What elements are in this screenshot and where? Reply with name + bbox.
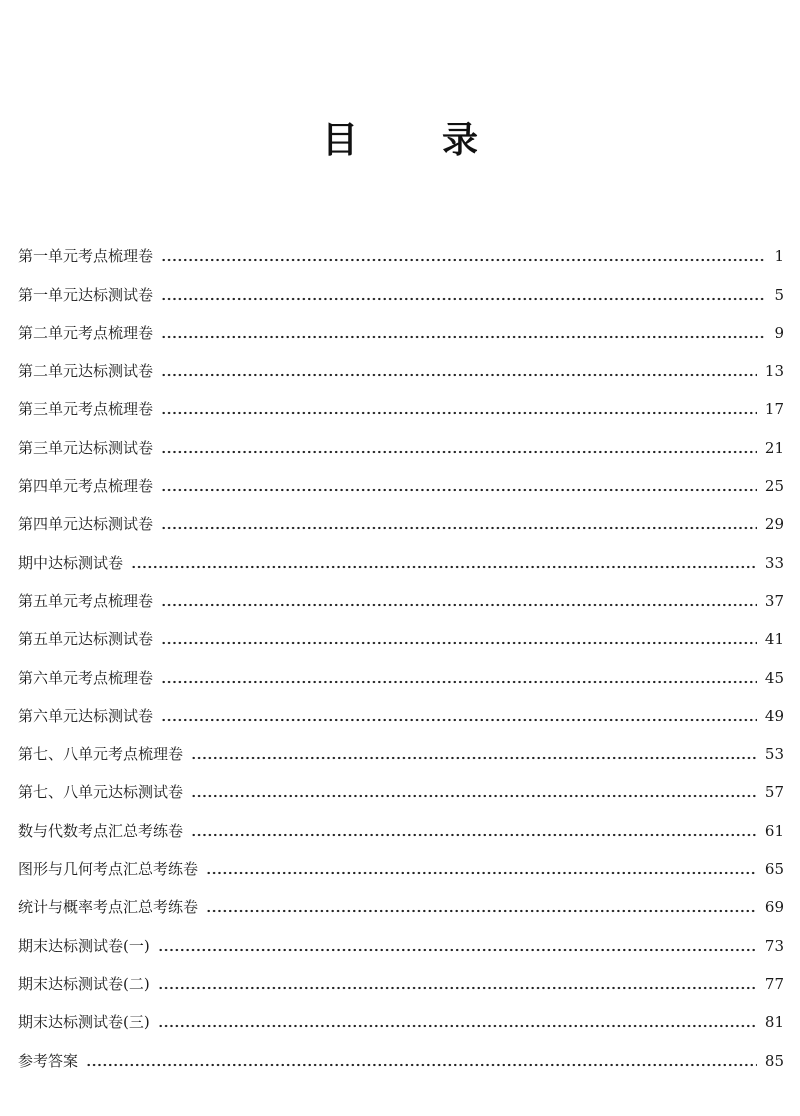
toc-entry-label: 第二单元达标测试卷: [18, 362, 154, 381]
toc-entry-page: 5: [774, 285, 784, 304]
toc-entry-page: 57: [764, 783, 784, 802]
toc-leader-dots: [158, 974, 757, 994]
toc-entry-label: 第七、八单元达标测试卷: [18, 783, 184, 802]
toc-entry-label: 期末达标测试卷(三): [18, 1013, 150, 1032]
toc-leader-dots: [86, 1051, 757, 1071]
toc-entry[interactable]: [18, 381, 784, 419]
toc-entry[interactable]: [18, 343, 784, 381]
toc-entry[interactable]: [18, 419, 784, 457]
toc-leader-dots: [131, 553, 757, 573]
toc-leader-dots: [206, 897, 757, 917]
toc-entry-label: 第七、八单元考点梳理卷: [18, 745, 184, 764]
toc-entry-label: 数与代数考点汇总考练卷: [18, 821, 184, 840]
toc-entry-label: 第六单元考点梳理卷: [18, 668, 154, 687]
toc-entry-label: 第四单元考点梳理卷: [18, 477, 154, 496]
toc-leader-dots: [161, 706, 757, 726]
toc-entry[interactable]: [18, 266, 784, 304]
toc-leader-dots: [161, 361, 757, 381]
toc-entry[interactable]: [18, 726, 784, 764]
toc-entry-label: 图形与几何考点汇总考练卷: [18, 860, 199, 879]
toc-entry[interactable]: [18, 841, 784, 879]
toc-entry-label: 期中达标测试卷: [18, 553, 124, 572]
toc-entry[interactable]: [18, 764, 784, 802]
toc-entry-page: 21: [764, 438, 784, 457]
toc-entry-label: 第六单元达标测试卷: [18, 706, 154, 725]
toc-entry[interactable]: [18, 994, 784, 1032]
toc-entry-label: 参考答案: [18, 1051, 79, 1070]
toc-entry-page: 85: [764, 1051, 784, 1070]
toc-entry[interactable]: [18, 802, 784, 840]
toc-entry-label: 第三单元达标测试卷: [18, 438, 154, 457]
table-of-contents: [18, 228, 784, 1071]
toc-leader-dots: [161, 246, 764, 266]
toc-leader-dots: [158, 936, 757, 956]
toc-entry-label: 第三单元考点梳理卷: [18, 400, 154, 419]
toc-entry[interactable]: [18, 956, 784, 994]
title-char-2: 录: [442, 119, 479, 161]
toc-entry-label: 期末达标测试卷(二): [18, 974, 150, 993]
toc-entry-page: 61: [764, 821, 784, 840]
toc-entry[interactable]: [18, 228, 784, 266]
toc-leader-dots: [161, 285, 764, 305]
toc-entry-page: 53: [764, 745, 784, 764]
toc-entry-label: 统计与概率考点汇总考练卷: [18, 898, 199, 917]
toc-leader-dots: [206, 859, 757, 879]
toc-leader-dots: [161, 668, 757, 688]
toc-entry-page: 45: [764, 668, 784, 687]
toc-entry-page: 41: [764, 630, 784, 649]
toc-entry-label: 第一单元考点梳理卷: [18, 247, 154, 266]
toc-entry[interactable]: [18, 649, 784, 687]
toc-leader-dots: [161, 399, 757, 419]
toc-leader-dots: [161, 476, 757, 496]
toc-entry-label: 第一单元达标测试卷: [18, 285, 154, 304]
toc-entry-page: 49: [764, 706, 784, 725]
toc-entry[interactable]: [18, 534, 784, 572]
toc-entry[interactable]: [18, 879, 784, 917]
toc-entry-page: 1: [774, 247, 784, 266]
toc-leader-dots: [158, 1012, 757, 1032]
toc-leader-dots: [191, 782, 757, 802]
toc-leader-dots: [161, 629, 757, 649]
page-title: [0, 112, 800, 163]
toc-entry[interactable]: [18, 573, 784, 611]
toc-leader-dots: [161, 514, 757, 534]
toc-leader-dots: [161, 323, 764, 343]
toc-entry-page: 13: [764, 362, 784, 381]
toc-entry[interactable]: [18, 1032, 784, 1070]
toc-entry[interactable]: [18, 611, 784, 649]
toc-leader-dots: [191, 821, 757, 841]
toc-entry[interactable]: [18, 688, 784, 726]
toc-entry-label: 第五单元达标测试卷: [18, 630, 154, 649]
toc-entry-label: 第二单元考点梳理卷: [18, 323, 154, 342]
toc-leader-dots: [161, 438, 757, 458]
toc-entry-page: 29: [764, 515, 784, 534]
toc-leader-dots: [161, 591, 757, 611]
toc-entry-page: 73: [764, 936, 784, 955]
toc-entry-page: 17: [764, 400, 784, 419]
toc-entry-page: 81: [764, 1013, 784, 1032]
toc-entry-page: 33: [764, 553, 784, 572]
toc-entry[interactable]: [18, 305, 784, 343]
toc-entry-page: 25: [764, 477, 784, 496]
toc-entry-page: 9: [774, 323, 784, 342]
toc-entry-page: 77: [764, 974, 784, 993]
toc-entry-page: 37: [764, 591, 784, 610]
toc-entry-page: 69: [764, 898, 784, 917]
toc-leader-dots: [191, 744, 757, 764]
toc-entry[interactable]: [18, 458, 784, 496]
toc-entry-page: 65: [764, 860, 784, 879]
toc-entry-label: 期末达标测试卷(一): [18, 936, 150, 955]
toc-entry[interactable]: [18, 917, 784, 955]
toc-entry-label: 第四单元达标测试卷: [18, 515, 154, 534]
toc-entry[interactable]: [18, 496, 784, 534]
toc-entry-label: 第五单元考点梳理卷: [18, 591, 154, 610]
title-char-1: 目: [321, 119, 358, 161]
